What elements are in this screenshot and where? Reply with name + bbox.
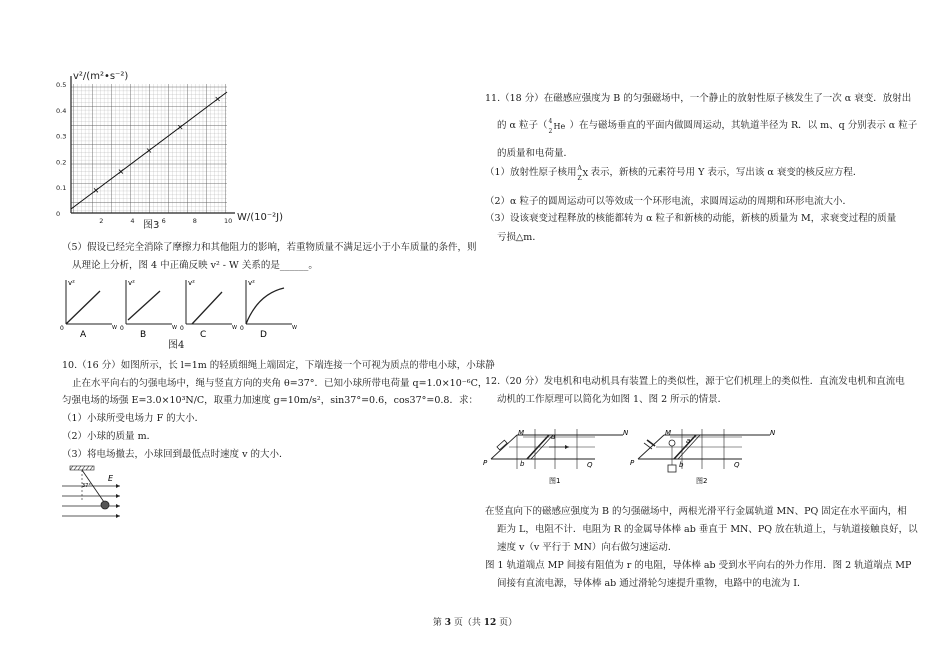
svg-text:b: b [520,460,525,468]
q10-line2: 止在水平向右的匀强电场中，绳与竖直方向的夹角 θ=37°．已知小球所带电荷量 q=1.0×10⁻⁶C， [72,378,488,389]
svg-text:Q: Q [734,461,740,469]
figure-4-caption: 图4 [168,340,185,351]
svg-text:N: N [770,429,776,437]
q11-sub1: （1）放射性原子核用 A Z X 表示，新核的元素符号用 Y 表示，写出该 α 衰变的核反应方程． [485,165,863,182]
option-c-label: C [200,330,207,340]
option-c-graph [180,279,237,340]
svg-text:0: 0 [240,325,244,332]
x-nuclide-notation: A Z X [577,165,589,182]
field-label-e: E [108,474,114,483]
q10-pendulum-figure [58,464,124,526]
option-d-curve [246,288,284,324]
x-tick-label: 8 [192,217,197,225]
svg-text:W: W [232,325,237,331]
option-b-graph [120,279,177,340]
x-tick-label: 6 [161,217,166,225]
q10-sub3: （3）将电场撤去，小球回到最低点时速度 v 的大小． [62,449,289,460]
svg-text:v²: v² [248,279,255,287]
option-b-curve [128,291,160,320]
svg-text:a: a [686,437,691,445]
q11-line1: 11.（18 分）在磁感应强度为 B 的匀强磁场中，一个静止的放射性原子核发生了一次 α 衰变．放射出 [485,93,912,104]
svg-text:W: W [112,325,117,331]
x-tick-label: 10 [224,217,233,225]
charged-ball [101,501,109,509]
svg-text:0: 0 [120,325,124,332]
y-tick-label: 0.5 [56,81,67,89]
option-a-curve [66,291,100,324]
x-axis-tick-labels [99,217,232,225]
option-c-curve [192,292,222,324]
y-tick-label: 0.2 [56,158,67,167]
svg-text:v²: v² [68,279,75,287]
weight-block [668,465,676,472]
q11-sub3b: 亏损△m． [497,232,542,243]
svg-text:v²: v² [188,279,195,287]
q12-para-line2: 距为 L，电阻不计．电阻为 R 的金属导体棒 ab 垂直于 MN、PQ 放在轨道上，与轨道接触良好，以 [497,524,918,535]
y-tick-label: 0.1 [56,184,67,193]
option-a-graph [60,279,117,340]
q12-para-line4: 图 1 轨道端点 MP 间接有阻值为 r 的电阻，导体棒 ab 受到水平向右的外力作用．图 2 轨道端点 MP [485,560,912,571]
page-footer: 第 3 页（共 12 页） [432,618,518,628]
y-tick-label: 0.4 [56,106,67,115]
q11-line3: 的质量和电荷量． [497,148,574,159]
y-tick-label: 0 [56,210,61,218]
figure-3-graph [55,68,295,233]
svg-text:P: P [483,459,488,467]
y-tick-label: 0.3 [56,132,67,141]
q11-sub2: （2）α 粒子的圆周运动可以等效成一个环形电流，求圆周运动的周期和环形电流大小． [485,196,852,207]
q12-figure-1 [483,425,633,487]
figure-4-options [58,276,298,342]
q12-para-line1: 在竖直向下的磁感应强度为 B 的匀强磁场中，两根光滑平行金属轨道 MN、PQ 固定在水平面内，相 [485,506,907,517]
current-page-number: 3 [444,618,451,628]
option-d-graph [240,279,297,340]
x-axis-label: W/(10⁻²J) [237,212,284,223]
q12-para-line3: 速度 v（v 平行于 MN）向右做匀速运动． [497,542,678,553]
svg-text:P: P [630,459,635,467]
x-tick-label: 4 [130,217,135,225]
svg-text:Q: Q [587,461,593,469]
figure-1-caption: 图1 [549,477,561,485]
q10-line1: 10.（16 分）如图所示，长 l=1m 的轻质细绳上端固定，下端连接一个可视为质点的带电小球，小球静 [62,360,495,371]
q10-sub2: （2）小球的质量 m． [62,431,157,442]
x-tick-label: 2 [99,217,104,225]
y-axis-tick-labels [56,81,66,218]
q5-line2: 从理论上分析，图 4 中正确反映 v² - W 关系的是______。 [72,260,318,271]
option-a-label: A [80,330,87,340]
svg-text:W: W [172,325,177,331]
option-d-label: D [260,330,267,340]
q5-line1: （5）假设已经完全消除了摩擦力和其他阻力的影响，若重物质量不满足远小于小车质量的条件，则 [62,242,477,253]
figure-3-caption: 图3 [143,220,160,231]
svg-text:W: W [292,325,297,331]
svg-text:a: a [551,433,556,441]
svg-text:0: 0 [60,325,64,332]
y-axis-label: v²/(m²•s⁻²) [73,71,129,82]
battery-plate-long [644,443,652,449]
svg-text:v²: v² [128,279,135,287]
svg-text:b: b [679,461,684,469]
q11-sub3a: （3）设该衰变过程释放的核能都转为 α 粒子和新核的动能，新核的质量为 M，求衰变过程的质量 [485,213,897,224]
q11-line2: 的 α 粒子（ 4 2 He ）在与磁场垂直的平面内做圆周运动，其轨道半径为 R．以 m、q 分别表示 α 粒子 [497,118,918,135]
angle-label: 37° [82,483,91,489]
svg-text:N: N [623,429,629,437]
total-pages: 12 [483,618,497,628]
q12-para-line5: 间接有直流电源，导体棒 ab 通过滑轮匀速提升重物，电路中的电流为 I． [497,578,807,589]
q12-line2: 动机的工作原理可以简化为如图 1、图 2 所示的情景． [497,394,728,405]
svg-text:M: M [665,429,672,437]
q12-figure-2 [630,425,780,487]
pulley [669,440,675,446]
battery-plate-short [647,440,655,446]
svg-text:M: M [518,429,525,437]
svg-text:0: 0 [180,325,184,332]
figure-2-caption: 图2 [696,477,708,485]
q12-line1: 12.（20 分）发电机和电动机具有装置上的类似性，源于它们机理上的类似性．直流发电机和直流电 [485,376,905,387]
option-b-label: B [140,330,147,340]
helium-isotope-notation: 4 2 He [548,118,566,135]
q10-sub1: （1）小球所受电场力 F 的大小． [62,413,205,424]
q10-line3: 匀强电场的场强 E=3.0×10³N/C，取重力加速度 g=10m/s²，sin37°=0.6，cos37°=0.8．求： [62,395,478,406]
